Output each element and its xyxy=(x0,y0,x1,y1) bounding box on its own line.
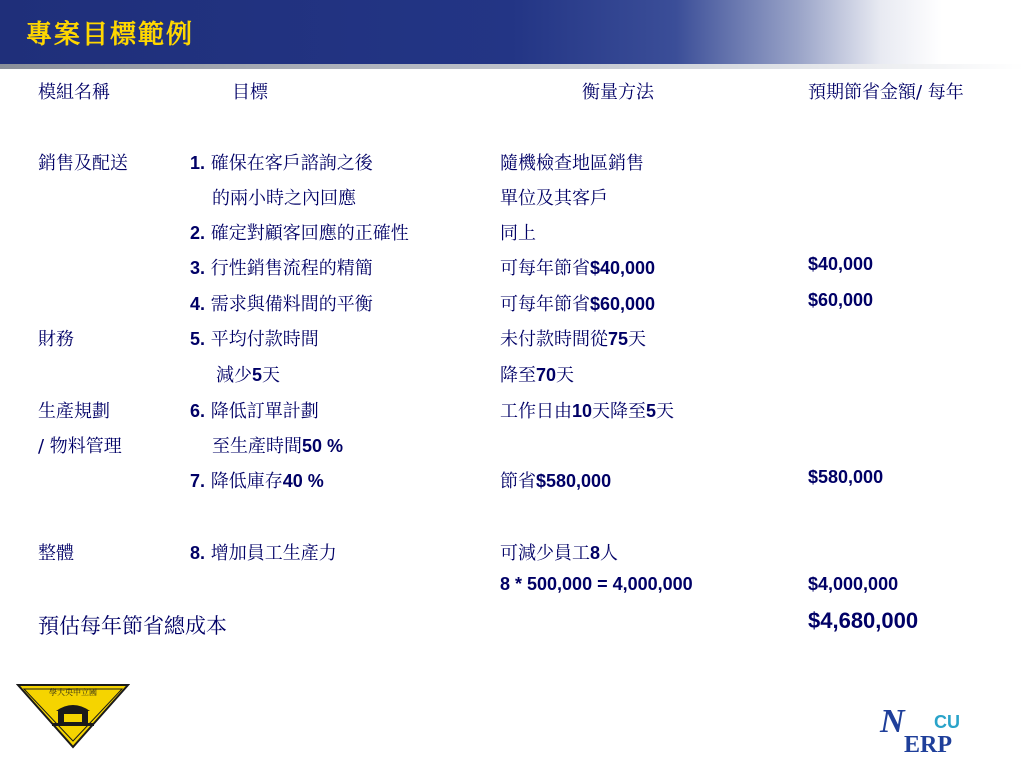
method-8 xyxy=(500,539,618,565)
goal-6-cont xyxy=(212,432,343,458)
savings-8: $4,000,000 xyxy=(808,574,899,594)
method-6 xyxy=(500,397,674,423)
method-1: 隨機檢查地區銷售 xyxy=(500,153,644,174)
method-3-a: 可每年節省 xyxy=(500,258,590,279)
goal-3-text: 行性銷售流程的精簡 xyxy=(210,258,373,279)
seal-text: 學大央中立國 xyxy=(49,688,97,697)
goal-1-number: 1. xyxy=(190,153,206,173)
module-production-2: / 物料管理 xyxy=(38,436,122,457)
goal-2 xyxy=(190,219,409,245)
goal-7-number: 7. xyxy=(190,471,206,491)
goal-1-text: 確保在客戶諮詢之後 xyxy=(210,153,373,174)
module-overall: 整體 xyxy=(38,543,74,564)
savings-4: $60,000 xyxy=(808,290,874,310)
goal-6-cont-b: 50 % xyxy=(302,436,344,456)
method-4-b: $60,000 xyxy=(590,294,656,314)
goal-4 xyxy=(190,290,373,316)
goal-1-cont: 的兩小時之內回應 xyxy=(212,188,356,209)
module-finance: 財務 xyxy=(38,329,74,350)
goal-3 xyxy=(190,254,373,280)
method-4-a: 可每年節省 xyxy=(500,294,590,315)
goal-8 xyxy=(190,539,337,565)
method-5-cont-c: 天 xyxy=(556,365,575,386)
goal-2-text: 確定對顧客回應的正確性 xyxy=(210,223,409,244)
goal-6-cont-a: 至生產時間 xyxy=(212,436,302,457)
goal-5-cont-b: 5 xyxy=(252,365,263,385)
goal-7-text-a: 降低庫存 xyxy=(210,471,283,492)
module-production-1: 生產規劃 xyxy=(38,401,110,422)
method-5-b: 75 xyxy=(608,329,629,349)
goal-5-cont-a: 減少 xyxy=(216,365,252,386)
goal-8-number: 8. xyxy=(190,543,206,563)
method-5-cont xyxy=(500,361,574,387)
header-method: 衡量方法 xyxy=(582,82,654,103)
method-7-b: $580,000 xyxy=(536,471,612,491)
method-3-b: $40,000 xyxy=(590,258,656,278)
header-savings: 預期節省金額/ 每年 xyxy=(808,82,964,103)
goal-4-number: 4. xyxy=(190,294,206,314)
goal-8-text: 增加員工生產力 xyxy=(210,543,337,564)
goal-6-number: 6. xyxy=(190,401,206,421)
method-6-c: 天降至 xyxy=(592,401,647,422)
logo-letters-erp: ERP xyxy=(904,732,952,756)
method-6-e: 天 xyxy=(656,401,675,422)
header-module: 模組名稱 xyxy=(38,82,110,103)
method-8-calc: 8 * 500,000 = 4,000,000 xyxy=(500,574,693,594)
goal-5-cont-c: 天 xyxy=(262,365,281,386)
method-2: 同上 xyxy=(500,223,536,244)
method-6-b: 10 xyxy=(572,401,593,421)
goal-6 xyxy=(190,397,319,423)
goal-5-text: 平均付款時間 xyxy=(210,329,319,350)
method-8-b: 8 xyxy=(590,543,601,563)
total-label: 預估每年節省總成本 xyxy=(38,614,227,638)
method-3 xyxy=(500,254,655,280)
method-5-cont-a: 降至 xyxy=(500,365,536,386)
module-sales: 銷售及配送 xyxy=(38,153,128,174)
goal-3-number: 3. xyxy=(190,258,206,278)
method-1-cont: 單位及其客戶 xyxy=(500,188,608,209)
method-4 xyxy=(500,290,655,316)
goal-5 xyxy=(190,325,319,351)
logo-letters-cu: CU xyxy=(934,712,960,732)
total-value: $4,680,000 xyxy=(808,608,919,633)
method-5-a: 未付款時間從 xyxy=(500,329,608,350)
ncu-erp-logo xyxy=(874,698,1014,756)
method-6-a: 工作日由 xyxy=(500,401,572,422)
goal-4-text: 需求與備料間的平衡 xyxy=(210,294,373,315)
method-6-d: 5 xyxy=(646,401,657,421)
method-7-a: 節省 xyxy=(500,471,536,492)
goal-7 xyxy=(190,467,324,493)
method-5 xyxy=(500,325,646,351)
method-8-a: 可減少員工 xyxy=(500,543,590,564)
savings-7: $580,000 xyxy=(808,467,884,487)
logo-letter-n: N xyxy=(880,703,905,740)
method-8-c: 人 xyxy=(600,543,619,564)
savings-3: $40,000 xyxy=(808,254,874,274)
method-5-c: 天 xyxy=(628,329,647,350)
goal-5-cont xyxy=(216,361,280,387)
goal-7-text-b: 40 % xyxy=(282,471,324,491)
university-seal-logo xyxy=(16,683,130,749)
goal-2-number: 2. xyxy=(190,223,206,243)
goal-1 xyxy=(190,149,373,175)
title-divider xyxy=(0,64,1024,69)
method-7 xyxy=(500,467,611,493)
goal-5-number: 5. xyxy=(190,329,206,349)
page-title: 專案目標範例 xyxy=(26,20,195,50)
method-5-cont-b: 70 xyxy=(536,365,557,385)
goal-6-text: 降低訂單計劃 xyxy=(210,401,319,422)
header-goal: 目標 xyxy=(232,82,268,103)
